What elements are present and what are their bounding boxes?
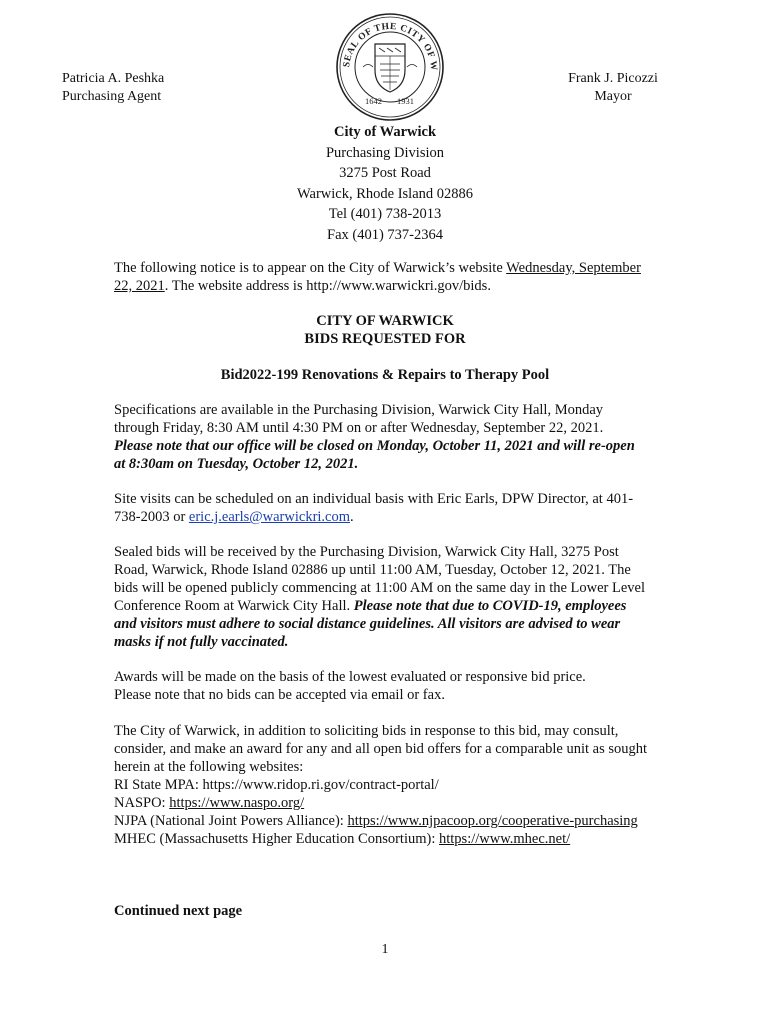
sealed-line4-plain: Conference Room at Warwick City Hall. [114, 598, 354, 614]
sealed-line3: bids will be opened publicly commencing at 11:00 AM on the same day in the Lower Level [114, 580, 646, 596]
continued-next-page: Continued next page [114, 903, 243, 919]
heading-block [0, 312, 770, 348]
mhec-label: MHEC (Massachusetts Higher Education Consortium): [114, 831, 439, 847]
seal-year-right: 1931 [397, 96, 414, 106]
site-line1: Site visits can be scheduled on an individual basis with Eric Earls, DPW Director, at 401- [114, 491, 634, 507]
bid-title: Bid2022-199 Renovations & Repairs to Therapy Pool [220, 367, 550, 383]
sealed-line1: Sealed bids will be received by the Purchasing Division, Warwick City Hall, 3275 Post [114, 544, 619, 560]
specs-line3: Please note that our office will be closed on Monday, October 11, 2021 and will re-open [114, 438, 635, 454]
mayor-title: Mayor [594, 89, 632, 104]
site-line2-pre: 738-2003 or [114, 509, 189, 525]
intro-date-b: 22, 2021 [114, 278, 165, 294]
intro-post: . The website address is http://www.warwickri.gov/bids. [164, 278, 491, 294]
naspo-link[interactable]: https://www.naspo.org/ [169, 795, 305, 811]
specifications-paragraph [114, 401, 670, 473]
eric-earls-email-link[interactable]: eric.j.earls@warwickri.com [188, 509, 351, 525]
intro-pre: The following notice is to appear on the City of Warwick’s website [114, 260, 507, 276]
mayor-name: Frank J. Picozzi [568, 71, 658, 86]
awards-line1: Awards will be made on the basis of the lowest evaluated or responsive bid price. [114, 669, 586, 685]
heading-line1: CITY OF WARWICK [316, 313, 454, 329]
specs-line2: through Friday, 8:30 AM until 4:30 PM on or after Wednesday, September 22, 2021. [114, 420, 604, 436]
consult-line2: consider, and make an award for any and all open bid offers for a comparable unit as sought [114, 741, 648, 757]
sealed-line5: and visitors must adhere to social distance guidelines. All visitors are advised to wear [114, 616, 621, 632]
njpa-label: NJPA (National Joint Powers Alliance): [114, 813, 348, 829]
seal-text: SEAL OF THE CITY OF W [342, 21, 439, 71]
specs-line1: Specifications are available in the Purchasing Division, Warwick City Hall, Monday [114, 402, 604, 418]
org-city: Warwick, Rhode Island 02886 [296, 185, 474, 202]
purchasing-agent-block [62, 70, 164, 106]
org-street: 3275 Post Road [339, 165, 431, 181]
intro-notice [114, 259, 670, 295]
awards-line2: Please note that no bids can be accepted via email or fax. [114, 687, 445, 703]
sealed-line4-bi: Please note that due to COVID-19, employees [353, 598, 627, 614]
org-tel: Tel (401) 738-2013 [328, 206, 442, 222]
awards-paragraph [114, 668, 670, 704]
svg-text:SEAL OF THE CITY OF WARWICK R. [335, 12, 438, 71]
mayor-block [548, 70, 678, 106]
intro-date-a: Wednesday, September [506, 260, 641, 276]
city-seal [335, 12, 445, 122]
njpa-link[interactable]: https://www.njpacoop.org/cooperative-purchasing [347, 813, 638, 829]
purchasing-agent-title: Purchasing Agent [62, 89, 162, 104]
org-fax: Fax (401) 737-2364 [327, 226, 443, 243]
ri-state-mpa-line: RI State MPA: https://www.ridop.ri.gov/contract-portal/ [114, 777, 439, 793]
specs-line4: at 8:30am on Tuesday, October 12, 2021. [114, 456, 359, 472]
sealed-line6: masks if not fully vaccinated. [114, 634, 289, 650]
mhec-link[interactable]: https://www.mhec.net/ [439, 831, 571, 847]
consult-paragraph [114, 722, 670, 848]
consult-line3: herein at the following websites: [114, 759, 304, 775]
site-visit-paragraph [114, 490, 670, 526]
page-number: 1 [381, 942, 389, 957]
site-line2-post: . [350, 509, 354, 525]
heading-line2: BIDS REQUESTED FOR [304, 331, 466, 347]
org-name: City of Warwick [333, 124, 437, 140]
city-seal-graphic [335, 12, 445, 122]
consult-line1: The City of Warwick, in addition to soliciting bids in response to this bid, may consult, [114, 723, 619, 739]
naspo-label: NASPO: [114, 795, 170, 811]
sealed-bids-paragraph [114, 543, 670, 651]
org-division: Purchasing Division [325, 144, 444, 161]
purchasing-agent-name: Patricia A. Peshka [62, 71, 165, 86]
org-address-block [0, 122, 770, 245]
seal-year-left: 1642 [365, 96, 382, 106]
sealed-line2: Road, Warwick, Rhode Island 02886 up until 11:00 AM, Tuesday, October 12, 2021. The [114, 562, 631, 578]
